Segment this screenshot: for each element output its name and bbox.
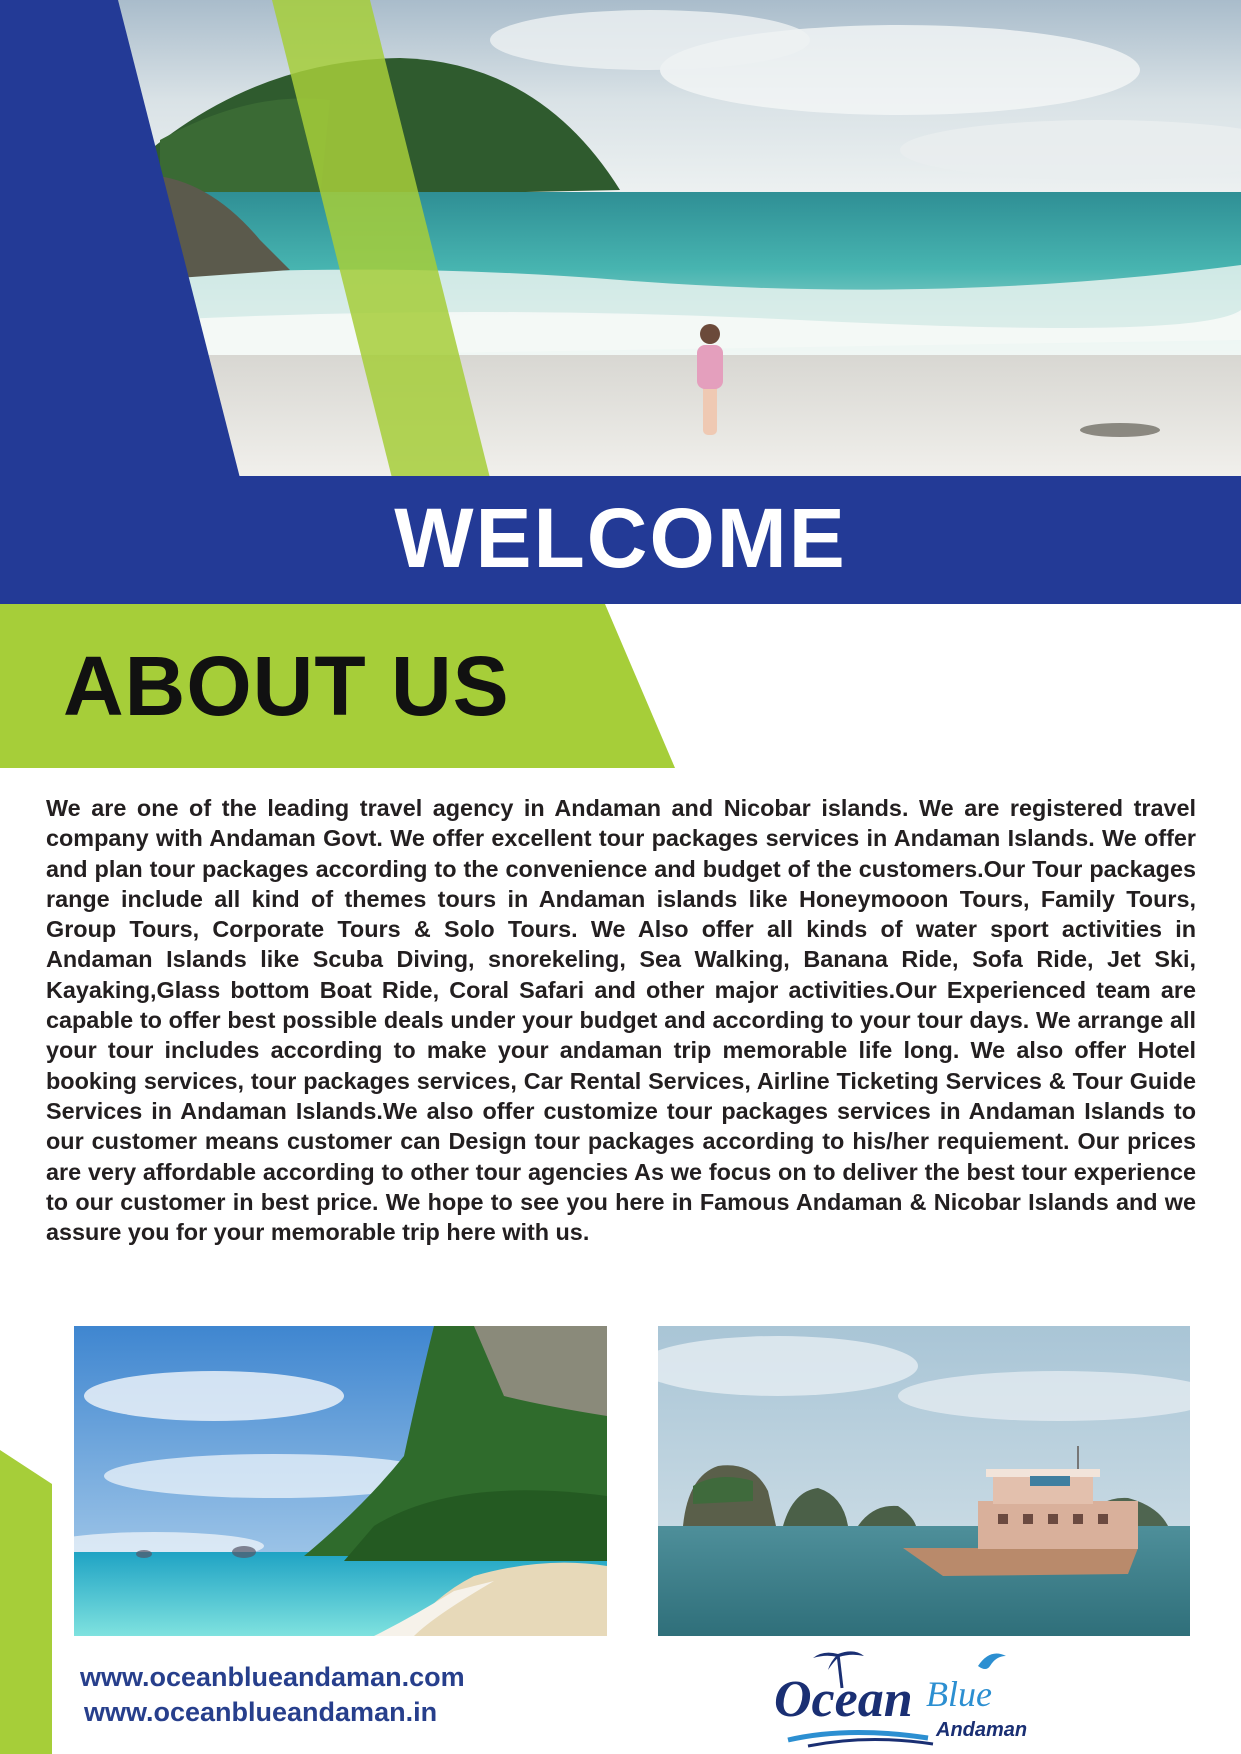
left-accent	[0, 1450, 52, 1754]
about-paragraph: We are one of the leading travel agency in Andaman and Nicobar islands. We are registered travel company with Andaman Govt. We offer excellent tour packages services in Andaman Islands. We offer and plan tour packages according to the convenience and budget of the customers.Our Tour packages range include all kind of themes tours in Andaman islands like Honeymooon Tours, Family Tours, Group Tours, Corporate Tours & Solo Tours. We Also offer all kinds of water sport activities in Andaman Islands like Scuba Diving, snorekeling, Sea Walking, Banana Ride, Sofa Ride, Jet Ski, Kayaking,Glass bottom Boat Ride, Coral Safari and other major activities.Our Experienced team are capable to offer best possible deals under your budget and according to your tour days. We arrange all your tour includes according to make your andaman trip memorable life long. We also offer Hotel booking services, tour packages services, Car Rental Services, Airline Ticketing Services & Tour Guide Services in Andaman Islands.We also offer customize tour packages services in Andaman Islands to our customer means customer can Design tour packages according to his/her requiement. Our prices are very affordable according to other tour agencies As we focus on to deliver the best tour experience to our customer in best price. We hope to see you here in Famous Andaman & Nicobar Islands and we assure you for your memorable trip here with us.	[46, 795, 1196, 1246]
website-link-com[interactable]: www.oceanblueandaman.com	[80, 1662, 465, 1692]
dolphin-icon	[978, 1654, 1006, 1669]
website-link-in[interactable]: www.oceanblueandaman.in	[84, 1697, 438, 1727]
hero-photo	[0, 0, 1241, 478]
about-title: ABOUT US	[63, 639, 510, 733]
ocean-blue-logo	[768, 1648, 1058, 1748]
welcome-title: WELCOME	[394, 491, 847, 585]
logo-andaman: Andaman	[936, 1719, 1028, 1741]
logo-blue: Blue	[926, 1674, 992, 1714]
beach-photo	[74, 1326, 607, 1636]
boat-photo	[658, 1326, 1190, 1636]
logo-ocean: Ocean	[774, 1671, 913, 1728]
